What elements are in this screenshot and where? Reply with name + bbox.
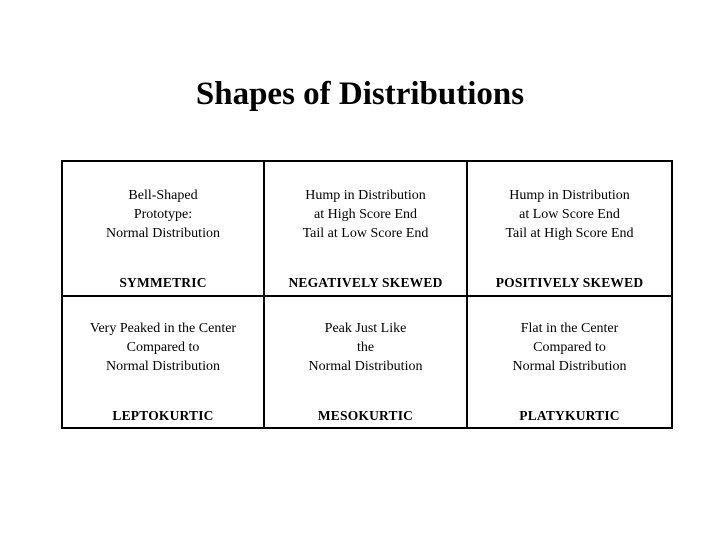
description-line: Flat in the Center xyxy=(520,321,619,336)
cell-description xyxy=(265,186,466,243)
slide-title: Shapes of Distributions xyxy=(195,76,525,112)
description-line: Compared to xyxy=(533,340,606,355)
cell-label-platykurtic: PLATYKURTIC xyxy=(519,408,620,423)
cell-description xyxy=(63,186,263,243)
description-line: Prototype: xyxy=(133,207,193,222)
description-line: Compared to xyxy=(126,340,200,355)
cell-label-leptokurtic: LEPTOKURTIC xyxy=(112,408,214,423)
cell-description xyxy=(468,319,671,376)
description-line: at Low Score End xyxy=(519,207,620,222)
cell-label-positively-skewed: POSITIVELY SKEWED xyxy=(495,275,644,290)
description-line: Very Peaked in the Center xyxy=(89,321,237,336)
description-line: Peak Just Like xyxy=(324,321,407,336)
description-line: Normal Distribution xyxy=(106,359,220,374)
cell-description xyxy=(265,319,466,376)
cell-platykurtic xyxy=(468,297,671,427)
description-line: Normal Distribution xyxy=(308,359,423,374)
description-line: at High Score End xyxy=(313,207,418,222)
cell-label-negatively-skewed: NEGATIVELY SKEWED xyxy=(288,275,443,290)
description-line: the xyxy=(356,340,375,355)
description-line: Normal Distribution xyxy=(512,359,627,374)
cell-description xyxy=(63,319,263,376)
description-line: Hump in Distribution xyxy=(305,188,426,203)
cell-label-symmetric: SYMMETRIC xyxy=(119,275,207,290)
distribution-shapes-table xyxy=(61,160,673,429)
description-line: Bell-Shaped xyxy=(128,188,198,203)
cell-symmetric xyxy=(63,162,265,297)
cell-mesokurtic xyxy=(265,297,468,427)
description-line: Tail at High Score End xyxy=(505,226,634,241)
cell-label-mesokurtic: MESOKURTIC xyxy=(317,408,414,423)
description-line: Tail at Low Score End xyxy=(302,226,429,241)
cell-positively-skewed xyxy=(468,162,671,297)
description-line: Normal Distribution xyxy=(106,226,220,241)
cell-leptokurtic xyxy=(63,297,265,427)
cell-negatively-skewed xyxy=(265,162,468,297)
cell-description xyxy=(468,186,671,243)
description-line: Hump in Distribution xyxy=(509,188,630,203)
